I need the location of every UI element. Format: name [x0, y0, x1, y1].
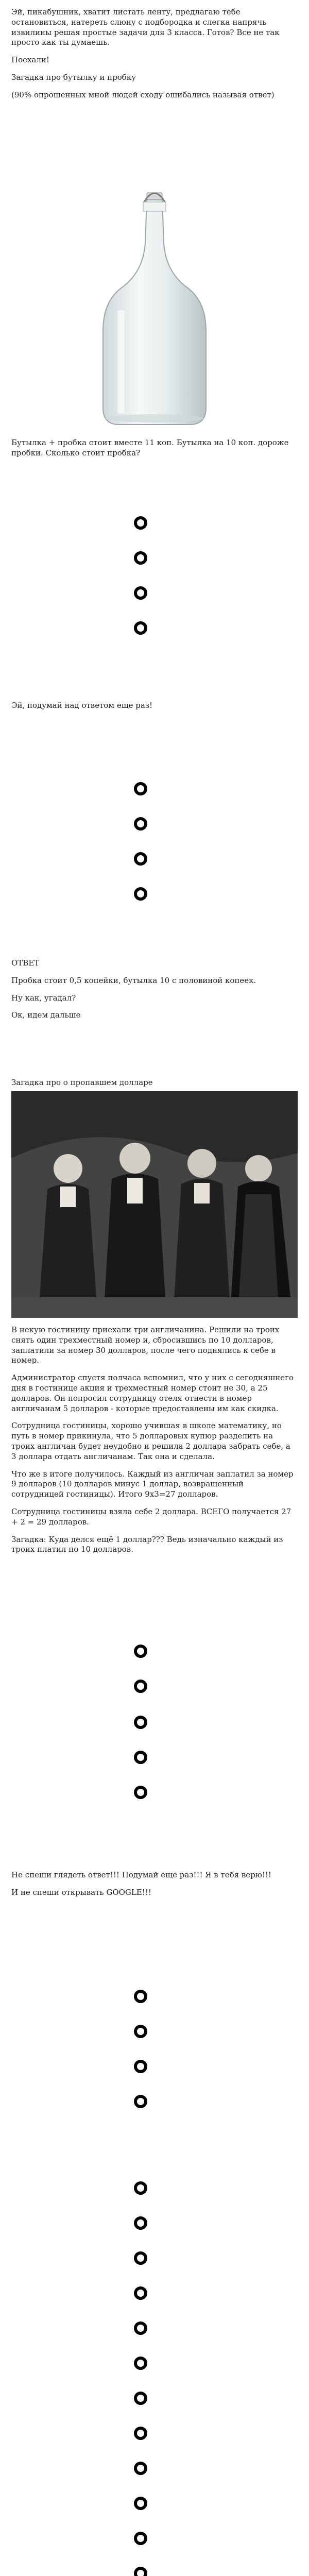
dollar-story-p5: Сотрудница гостиницы взяла себе 2 доллара. ВСЕГО получается 27 + 2 = 29 долларов. [11, 1506, 291, 1527]
dollar-story-p4: Что же в итоге получилось. Каждый из англичан заплатил за номер 9 долларов (10 долларов минус 1 доллар, возвращенный сотрудницей гостиницы). Итого 9х3=27 долларов. [11, 1469, 294, 1499]
dollar-story-p2: Администратор спустя полчаса вспомнил, что у них с сегодняшнего дня в гостинице акция и трехместный номер стоит не 30, а 25 долларов. Он попросил сотрудницу отеля отнести в номер англичанам 5 долларов - которые предоставлены им как скидка. [11, 1373, 294, 1413]
circle-icon [134, 887, 147, 901]
circle-icon [134, 2532, 147, 2545]
bottle-question-block [11, 438, 298, 466]
spoiler-block [11, 1870, 298, 1905]
circle-icon [134, 1716, 147, 1729]
circle-icon [134, 2321, 147, 2335]
dollar-story-p3: Сотрудница гостиницы, хорошо учившая в школе математику, но путь в номер прикинула, что 5 долларовых купюр разделить на троих англичан будет неудобно и решила 2 доллара забрать себе, а 3 доллара отдать англичанам. Так она и сделала. [11, 1421, 290, 1461]
intro-block [11, 7, 298, 108]
riddle-title-bottle: Загадка про бутылку и пробку [11, 72, 136, 82]
circle-icon [134, 2251, 147, 2265]
circle-icon [134, 852, 147, 866]
circle-icon [134, 551, 147, 565]
answer-next: Ок, идем дальше [11, 1010, 81, 1020]
circle-icon [134, 2567, 147, 2576]
circle-icon [134, 586, 147, 600]
circle-icon [134, 1751, 147, 1764]
answer-label: ОТВЕТ [11, 958, 40, 968]
intro-text: Эй, пикабушник, хватит листать ленту, предлагаю тебе остановиться, натереть слюну с подбородка и слегка напрячь извилины решая простые задачи для 3 класса. Готов? Все не так просто как ты думаешь. [11, 7, 280, 47]
dollar-story-block [11, 1325, 298, 1562]
spoiler-text-1: Не спеши глядеть ответ!!! Подумай еще раз!!! Я в тебя верю!!! [11, 1870, 271, 1879]
riddle-note: (90% опрошенных мной людей сходу ошибались называя ответ) [11, 90, 274, 99]
riddle-title-dollar: Загадка про о пропавшем долларе [11, 1078, 153, 1087]
circle-icon [134, 2095, 147, 2108]
circle-icon [134, 2181, 147, 2195]
intro-go: Поехали! [11, 55, 49, 65]
circle-icon [134, 2216, 147, 2230]
circle-icon [134, 2462, 147, 2475]
circle-icon [134, 2060, 147, 2073]
circle-icon [134, 1990, 147, 2003]
engraving-icon [11, 1091, 298, 1318]
circle-icon [134, 1680, 147, 1693]
bottle-question: Бутылка + пробка стоит вместе 11 коп. Бутылка на 10 коп. дороже пробки. Сколько стоит пробка? [11, 438, 289, 457]
answer-guess: Ну как, угадал? [11, 993, 76, 1003]
think-again-block [11, 701, 298, 718]
circle-icon [134, 2357, 147, 2370]
dollar-story-p1: В некую гостиницу приехали три англичанина. Решили на троих снять один трехместный номер и, сбросившись по 10 долларов, заплатили за номер 30 долларов, после чего поднялись к себе в номер. [11, 1325, 280, 1365]
think-again-text: Эй, подумай над ответом еще раз! [11, 701, 153, 710]
circle-icon [134, 516, 147, 530]
circle-icon [134, 621, 147, 635]
circle-icon [134, 2286, 147, 2300]
spoiler-text-2: И не спеши открывать GOOGLE!!! [11, 1887, 151, 1897]
answer-text: Пробка стоит 0,5 копейки, бутылка 10 с половиной копеек. [11, 975, 256, 985]
circle-icon [134, 817, 147, 831]
circle-icon [134, 2427, 147, 2440]
circle-icon [134, 782, 147, 795]
dollar-story-p6: Загадка: Куда делся ещё 1 доллар??? Ведь изначально каждый из троих платил по 10 долларов. [11, 1534, 283, 1554]
answer-block [11, 958, 298, 1028]
circle-icon [134, 2392, 147, 2405]
bottle-icon [11, 181, 298, 429]
circle-icon [134, 1645, 147, 1658]
circle-icon [134, 2025, 147, 2038]
circle-icon [134, 2497, 147, 2510]
circle-icon [134, 1786, 147, 1799]
